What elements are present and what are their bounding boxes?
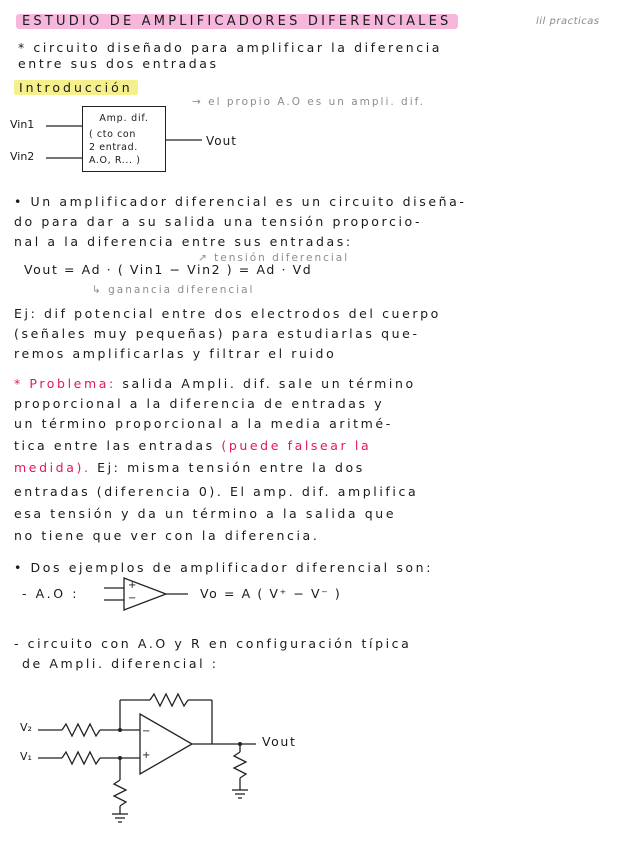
resistor-r2 [62,752,100,764]
ao-label: - A.O : [22,586,80,601]
problem-line-4-red: (puede falsear la [221,438,372,453]
problem-line-4-start: tica entre las entradas [14,438,215,453]
intro-note: → el propio A.O es un ampli. dif. [192,96,425,108]
circuit-plus-sign: + [142,750,151,761]
page-tag: lil practicas [536,16,600,27]
resistor-rg [114,780,126,806]
block-line-2: 2 entrad. [89,142,138,153]
formula-vout: Vout = Ad · ( Vin1 − Vin2 ) = Ad · Vd [24,262,313,277]
page-title: ESTUDIO DE AMPLIFICADORES DIFERENCIALES [16,14,458,29]
block-line-1: ( cto con [89,129,136,140]
block-line-3: A.O, R... ) [89,155,141,166]
example-line-1: Ej: dif potencial entre dos electrodos del cuerpo [14,306,441,321]
section-heading-introduccion: Introducción [14,80,138,95]
examples-intro: • Dos ejemplos de amplificador diferencial son: [14,560,434,575]
resistor-r1 [62,724,100,736]
circuit-v2-label: V₂ [20,721,32,734]
block-title: Amp. dif. [99,113,149,124]
problem-line-4 [14,438,371,453]
output-label: Vout [206,134,237,148]
ao-formula: Vo = A ( V⁺ − V⁻ ) [200,586,342,601]
definition-line-1: • Un amplificador diferencial es un circuito diseña- [14,194,467,209]
annotation-tension-diferencial: ↗ tensión diferencial [198,252,350,264]
resistor-rf [150,694,188,706]
problem-line-1-rest: salida Ampli. dif. sale un término [122,376,416,391]
intro-line-2: entre sus dos entradas [18,56,219,71]
definition-line-3: nal a la diferencia entre sus entradas: [14,234,353,249]
node-dot [118,728,122,732]
problem-line-5 [14,460,365,475]
ao-plus-sign: + [128,580,137,591]
circuit-line-1: - circuito con A.O y R en configuración típica [14,636,412,651]
intro-line-1: * circuito diseñado para amplificar la diferencia [18,40,443,55]
problem-line-5-rest: Ej: misma tensión entre la dos [97,460,365,475]
problem-line-6: entradas (diferencia 0). El amp. dif. amplifica [14,484,419,499]
problem-line-7: esa tensión y da un término a la salida que [14,506,397,521]
circuit-vout-label: Vout [262,734,297,749]
circuit-line-2: de Ampli. diferencial : [22,656,219,671]
problem-line-5-red: medida). [14,460,91,475]
circuit-v1-label: V₁ [20,750,32,763]
node-dot [238,742,242,746]
problem-label: * Problema: [14,376,116,391]
example-line-2: (señales muy pequeñas) para estudiarlas que- [14,326,420,341]
resistor-rload [234,752,246,778]
problem-line-3: un término proporcional a la media aritmé- [14,416,393,431]
problem-line-8: no tiene que ver con la diferencia. [14,528,320,543]
annotation-ganancia-diferencial: ↳ ganancia diferencial [92,284,255,296]
input-2-label: Vin2 [10,150,35,163]
problem-line-2: proporcional a la diferencia de entradas y [14,396,385,411]
node-dot [118,756,122,760]
input-1-label: Vin1 [10,118,35,131]
problem-line-1 [14,376,416,391]
ao-minus-sign: − [128,593,137,604]
circuit-minus-sign: − [142,726,151,737]
circuit-opamp [140,714,192,774]
example-line-3: remos amplificarlas y filtrar el ruido [14,346,337,361]
definition-line-2: do para dar a su salida una tensión proporcio- [14,214,423,229]
